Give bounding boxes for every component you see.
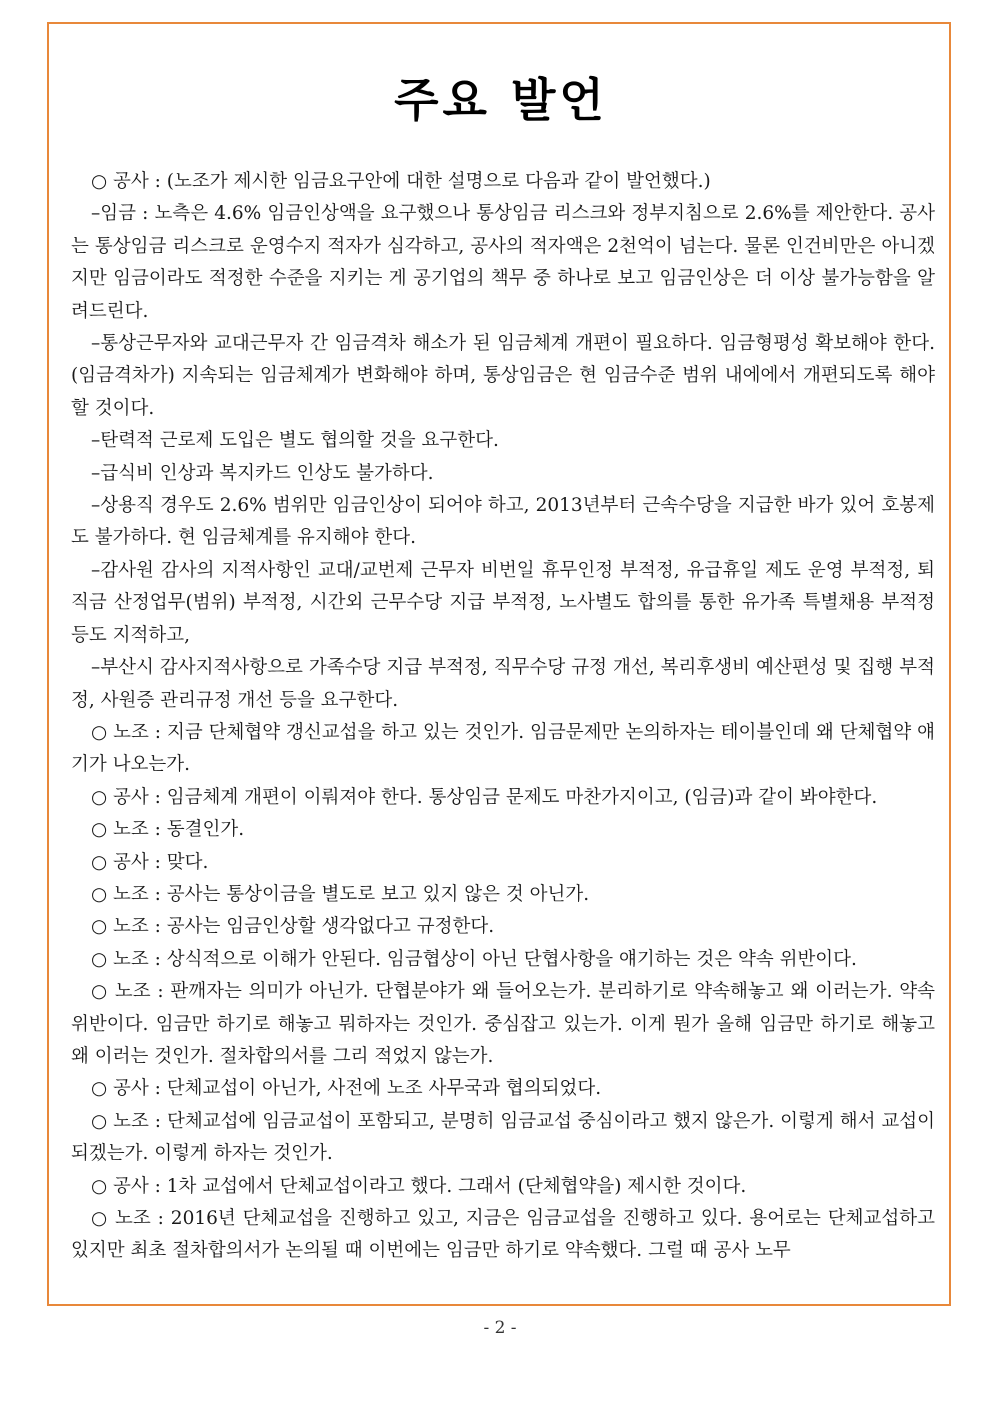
paragraph: –통상근무자와 교대근무자 간 임금격차 해소가 된 임금체계 개편이 필요하다. 임금형평성 확보해야 한다. (임금격차가) 지속되는 임금체계가 변화해야 하며, 통상임금은 현 임금수준 범위 내에에서 개편되도록 해야 할 것이다. [71,333,935,419]
document-body [71,166,935,1268]
paragraph: ○ 노조 : 공사는 통상이금을 별도로 보고 있지 않은 것 아닌가. [91,883,590,905]
paragraph: ○ 노조 : 단체교섭에 임금교섭이 포함되고, 분명히 임금교섭 중심이라고 했지 않은가. 이렇게 해서 교섭이 되겠는가. 이렇게 하자는 것인가. [71,1110,935,1165]
page-frame [47,22,951,1306]
paragraph: –급식비 인상과 복지카드 인상도 불가하다. [91,462,434,484]
paragraph: –상용직 경우도 2.6% 범위만 임금인상이 되어야 하고, 2013년부터 근속수당을 지급한 바가 있어 호봉제도 불가하다. 현 임금체계를 유지해야 한다. [71,495,935,549]
paragraph: ○ 노조 : 공사는 임금인상할 생각없다고 규정한다. [91,916,495,938]
paragraph: –감사원 감사의 지적사항인 교대/교번제 근무자 비번일 휴무인정 부적정, 유급휴일 제도 운영 부적정, 퇴직금 산정업무(범위) 부적정, 시간외 근무수당 지급 부적정, 노사별도 합의를 통한 유가족 특별채용 부적정 등도 지적하고, [71,559,935,646]
paragraph: ○ 공사 : (노조가 제시한 임금요구안에 대한 설명으로 다음과 같이 발언했다.) [91,171,711,192]
page-title: 주요 발언 [394,73,608,127]
paragraph: ○ 노조 : 2016년 단체교섭을 진행하고 있고, 지금은 임금교섭을 진행하고 있다. 용어로는 단체교섭하고 있지만 최초 절차합의서가 논의될 때 이번에는 임금만 하기로 약속했다. 그럴 때 공사 노무 [71,1208,935,1262]
page-number: - 2 - [483,1318,517,1338]
paragraph: ○ 공사 : 임금체계 개편이 이뤄져야 한다. 통상임금 문제도 마찬가지이고, (임금)과 같이 봐야한다. [91,786,878,808]
paragraph: –탄력적 근로제 도입은 별도 협의할 것을 요구한다. [91,430,499,452]
paragraph: –부산시 감사지적사항으로 가족수당 지급 부적정, 직무수당 규정 개선, 복리후생비 예산편성 및 집행 부적정, 사원증 관리규정 개선 등을 요구한다. [71,657,935,711]
paragraph: ○ 공사 : 맞다. [91,851,209,873]
paragraph: ○ 노조 : 동결인가. [91,819,245,841]
paragraph: ○ 공사 : 단체교섭이 아닌가, 사전에 노조 사무국과 협의되었다. [91,1078,602,1100]
paragraph: ○ 노조 : 상식적으로 이해가 안된다. 임금협상이 아닌 단협사항을 얘기하는 것은 약속 위반이다. [91,948,857,970]
paragraph: –임금 : 노측은 4.6% 임금인상액을 요구했으나 통상임금 리스크와 정부지침으로 2.6%를 제안한다. 공사는 통상임금 리스크로 운영수지 적자가 심각하고, 공사의 적자액은 2천억이 넘는다. 물론 인건비만은 아니겠지만 임금이라도 적정한 수준을 지키는 게 공기업의 책무 중 하나로 보고 임금인상은 더 이상 불가능함을 알려드린다. [71,203,935,322]
paragraph: ○ 공사 : 1차 교섭에서 단체교섭이라고 했다. 그래서 (단체협약을) 제시한 것이다. [91,1175,747,1197]
paragraph: ○ 노조 : 지금 단체협약 갱신교섭을 하고 있는 것인가. 임금문제만 논의하자는 테이블인데 왜 단체협약 얘기가 나오는가. [71,721,935,776]
paragraph: ○ 노조 : 판깨자는 의미가 아닌가. 단협분야가 왜 들어오는가. 분리하기로 약속해놓고 왜 이러는가. 약속위반이다. 임금만 하기로 해놓고 뭐하자는 것인가. 중심잡고 있는가. 이게 뭔가 올해 임금만 하기로 해놓고 왜 이러는 것인가. 절차합의서를 그리 적었지 않는가. [71,981,935,1067]
